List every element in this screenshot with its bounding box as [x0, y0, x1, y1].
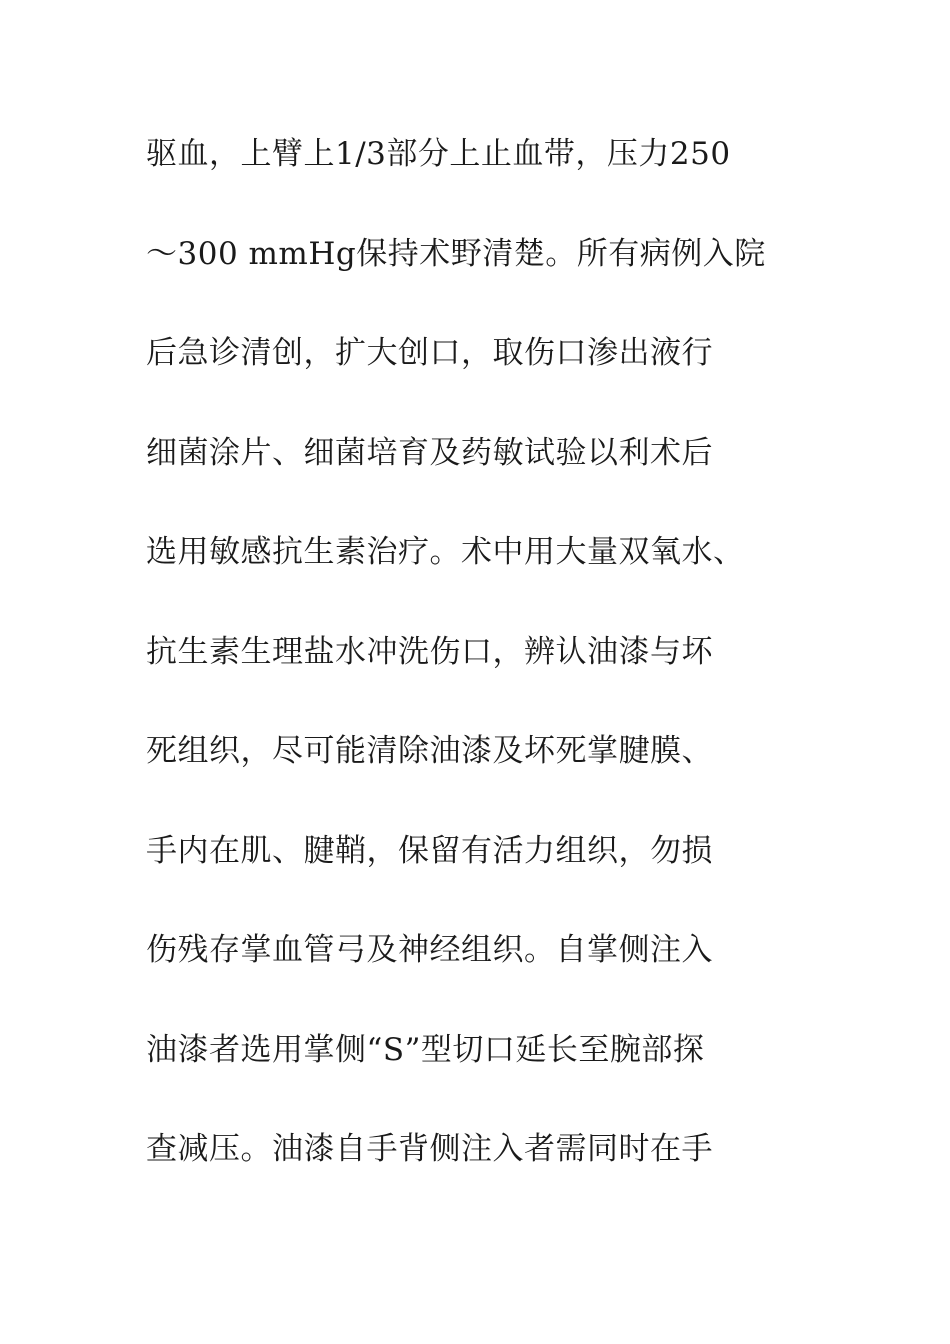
text-line: 细菌涂片、细菌培育及药敏试验以利术后 [146, 434, 713, 471]
text-line: 伤残存掌血管弓及神经组织。自掌侧注入 [146, 932, 713, 968]
text-line: 油漆者选用掌侧“S”型切口延长至腕部探 [146, 1031, 705, 1068]
text-line: 手内在肌、腱鞘，保留有活力组织，勿损 [146, 832, 713, 869]
body-text [146, 127, 826, 1222]
text-line: 抗生素生理盐水冲洗伤口，辨认油漆与坏 [146, 633, 713, 670]
text-line: ～300 mmHg保持术野清楚。所有病例入院 [146, 235, 766, 272]
text-line: 选用敏感抗生素治疗。术中用大量双氧水、 [146, 534, 745, 570]
text-line: 驱血，上臂上1/3部分上止血带，压力250 [146, 136, 731, 172]
text-line: 死组织，尽可能清除油漆及坏死掌腱膜、 [146, 733, 713, 769]
text-line: 查减压。油漆自手背侧注入者需同时在手 [146, 1131, 713, 1167]
text-line: 后急诊清创，扩大创口，取伤口渗出液行 [146, 335, 713, 371]
